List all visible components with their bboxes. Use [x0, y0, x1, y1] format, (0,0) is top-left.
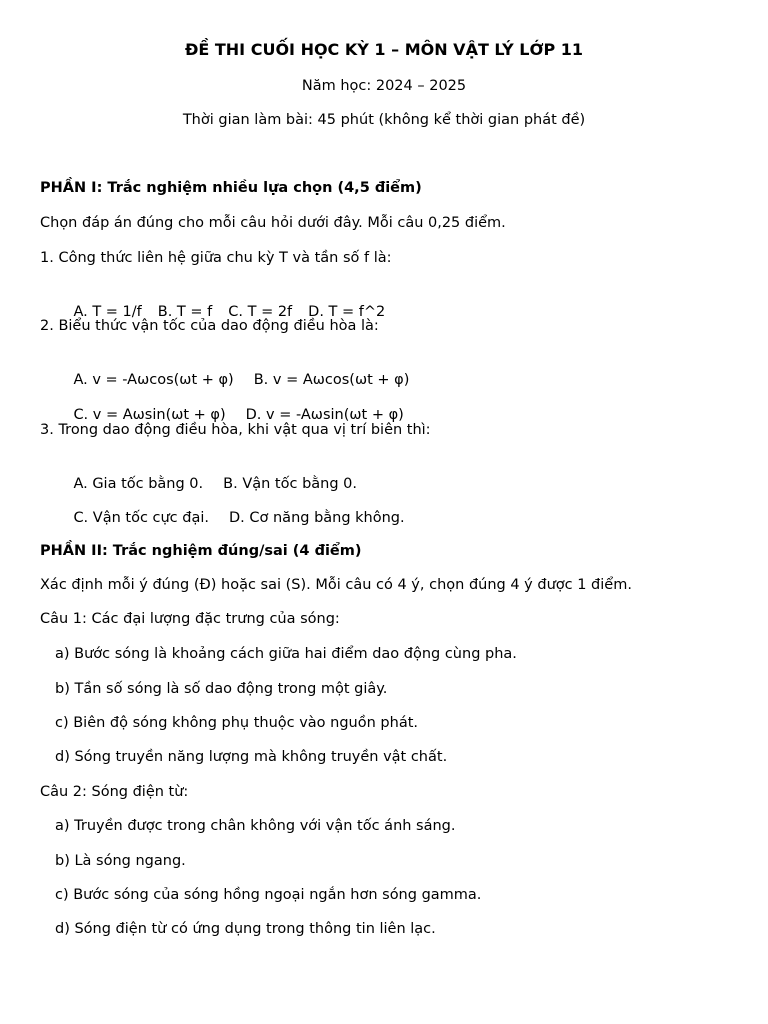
- statement-item: d) Sóng truyền năng lượng mà không truyền vật chất.: [55, 749, 448, 765]
- statement-item: d) Sóng điện từ có ứng dụng trong thông tin liên lạc.: [55, 921, 436, 937]
- option-a: A. T = 1/f: [73, 304, 142, 320]
- exam-title: ĐỀ THI CUỐI HỌC KỲ 1 – MÔN VẬT LÝ LỚP 11: [184, 40, 584, 59]
- part2-instruction: Xác định mỗi ý đúng (Đ) hoặc sai (S). Mỗi câu có 4 ý, chọn đúng 4 ý được 1 điểm.: [40, 577, 632, 593]
- statement-item: a) Truyền được trong chân không với vận tốc ánh sáng.: [55, 818, 456, 834]
- part2-question-2: Câu 2: Sóng điện từ:: [40, 784, 189, 800]
- option-c: C. Vận tốc cực đại.: [73, 510, 209, 526]
- statement-item: c) Bước sóng của sóng hồng ngoại ngắn hơn sóng gamma.: [55, 887, 482, 903]
- option-a: A. Gia tốc bằng 0.: [73, 476, 204, 492]
- school-year: Năm học: 2024 – 2025: [301, 78, 467, 94]
- question-2: 2. Biểu thức vận tốc của dao động điều hòa là:: [40, 318, 379, 334]
- option-b: B. Vận tốc bằng 0.: [223, 476, 357, 492]
- option-d: D. Cơ năng bằng không.: [229, 510, 405, 526]
- part2-question-1: Câu 1: Các đại lượng đặc trưng của sóng:: [40, 611, 340, 627]
- option-d: D. v = -Aωsin(ωt + φ): [245, 407, 404, 423]
- option-a: A. v = -Aωcos(ωt + φ): [73, 372, 234, 388]
- option-b: B. v = Aωcos(ωt + φ): [253, 372, 410, 388]
- question-3-options-row2: [55, 488, 405, 548]
- statement-item: a) Bước sóng là khoảng cách giữa hai điểm dao động cùng pha.: [55, 646, 517, 662]
- statement-item: b) Tần số sóng là số dao động trong một giây.: [55, 681, 388, 697]
- option-c: C. T = 2f: [228, 304, 293, 320]
- option-b: B. T = f: [157, 304, 213, 320]
- option-d: D. T = f^2: [308, 304, 386, 320]
- part1-heading: PHẦN I: Trắc nghiệm nhiều lựa chọn (4,5 điểm): [40, 180, 422, 196]
- question-3: 3. Trong dao động điều hòa, khi vật qua vị trí biên thì:: [40, 422, 431, 438]
- part1-instruction: Chọn đáp án đúng cho mỗi câu hỏi dưới đây. Mỗi câu 0,25 điểm.: [40, 215, 506, 231]
- statement-item: c) Biên độ sóng không phụ thuộc vào nguồn phát.: [55, 715, 418, 731]
- question-1: 1. Công thức liên hệ giữa chu kỳ T và tần số f là:: [40, 250, 392, 266]
- option-c: C. v = Aωsin(ωt + φ): [73, 407, 226, 423]
- exam-duration: Thời gian làm bài: 45 phút (không kể thời gian phát đề): [182, 112, 586, 128]
- part2-heading: PHẦN II: Trắc nghiệm đúng/sai (4 điểm): [40, 543, 362, 559]
- statement-item: b) Là sóng ngang.: [55, 853, 186, 869]
